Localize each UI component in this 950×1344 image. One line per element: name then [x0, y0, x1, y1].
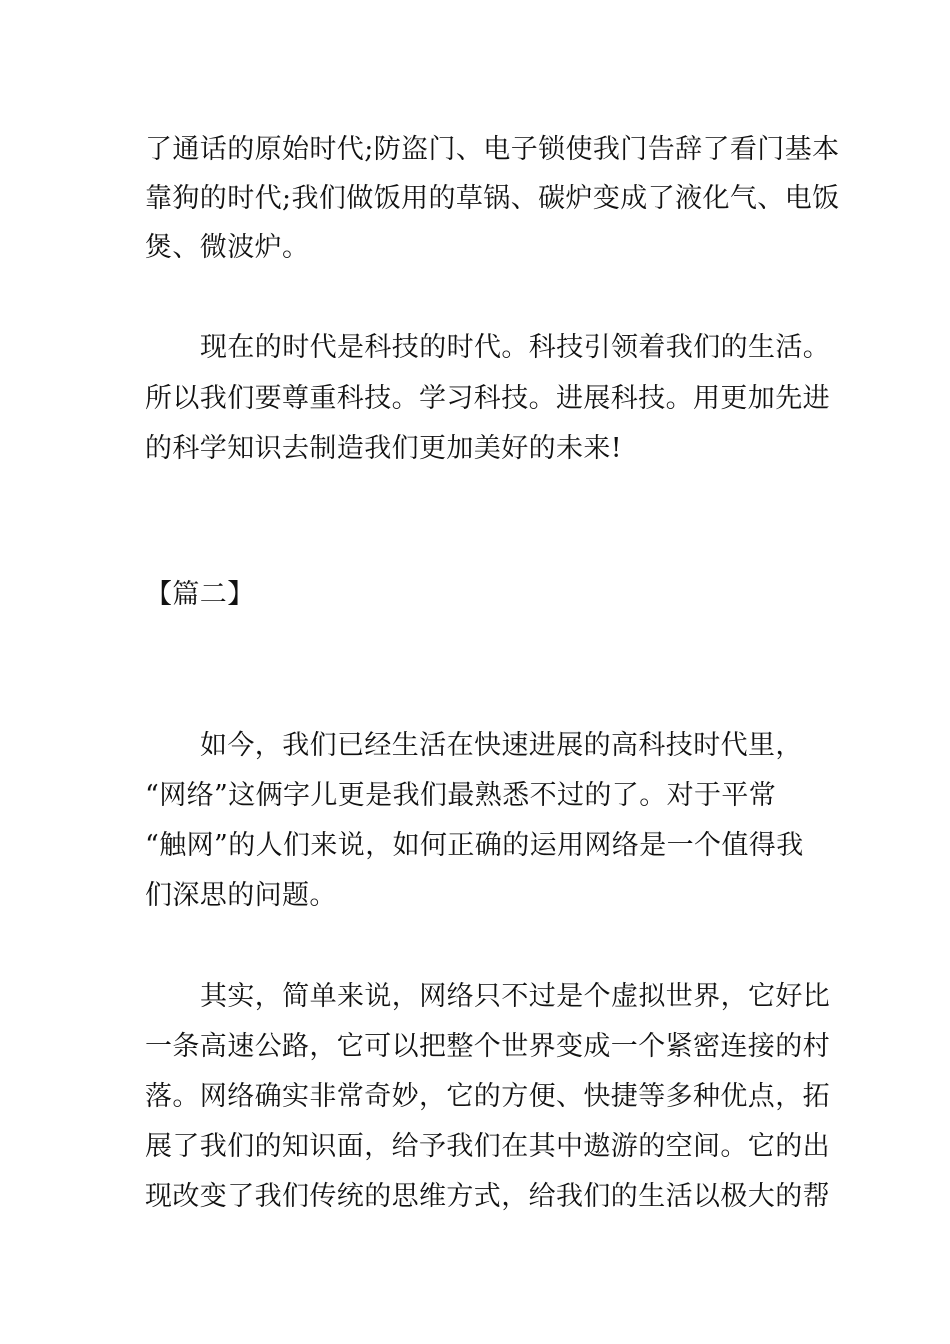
paragraph-line: 如今，我们已经生活在快速进展的高科技时代里， [200, 730, 803, 761]
paragraph-line: 现在的时代是科技的时代。科技引领着我们的生活。 [200, 332, 831, 363]
paragraph-line: 了通话的原始时代;防盗门、电子锁使我门告辞了看门基本 [145, 134, 840, 165]
paragraph-line: 展了我们的知识面，给予我们在其中遨游的空间。它的出 [145, 1131, 830, 1162]
paragraph-line: 的科学知识去制造我们更加美好的未来! [145, 433, 623, 464]
paragraph-line: 靠狗的时代;我们做饭用的草锅、碳炉变成了液化气、电饭 [145, 183, 840, 214]
paragraph-line: “网络”这俩字儿更是我们最熟悉不过的了。对于平常 [145, 780, 777, 811]
paragraph-line: 落。网络确实非常奇妙，它的方便、快捷等多种优点，拓 [145, 1081, 830, 1112]
paragraph-line: 们深思的问题。 [145, 880, 337, 911]
paragraph-line: 煲、微波炉。 [145, 232, 310, 263]
paragraph-line: 一条高速公路，它可以把整个世界变成一个紧密连接的村 [145, 1031, 830, 1062]
section-heading: 【篇二】 [145, 579, 255, 610]
paragraph-line: 现改变了我们传统的思维方式，给我们的生活以极大的帮 [145, 1181, 830, 1212]
paragraph-line: 其实，简单来说，网络只不过是个虚拟世界，它好比 [200, 981, 831, 1012]
paragraph-line: 所以我们要尊重科技。学习科技。进展科技。用更加先进 [145, 383, 830, 414]
paragraph-line: “触网”的人们来说，如何正确的运用网络是一个值得我 [145, 830, 804, 861]
